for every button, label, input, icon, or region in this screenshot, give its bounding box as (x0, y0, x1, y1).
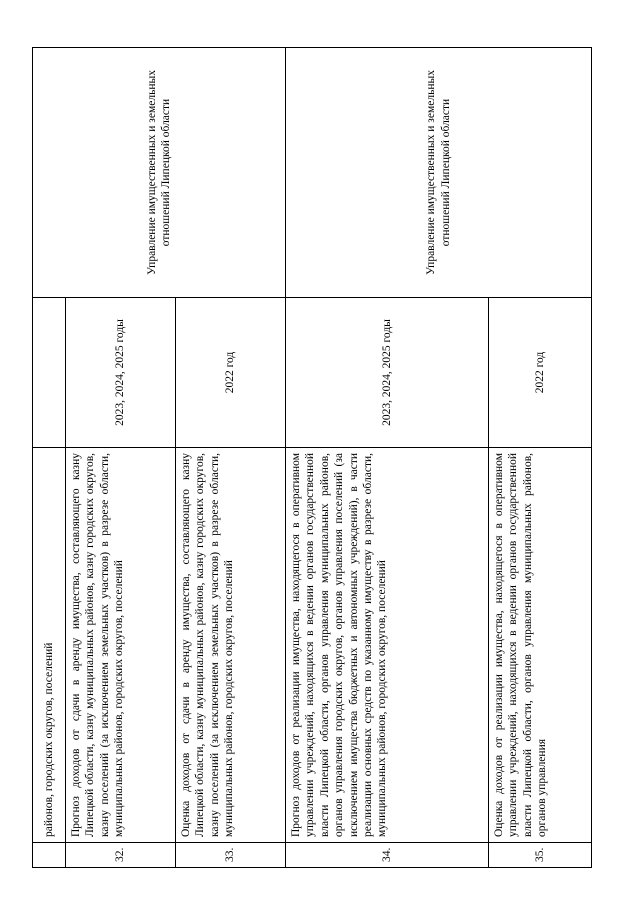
row-number-cell (33, 843, 66, 868)
data-table (32, 47, 592, 868)
row-number: 33. (176, 843, 286, 868)
rotated-table-wrapper (32, 48, 590, 868)
table-row (33, 48, 66, 868)
continuation-text: районов, городских округов, поселений (33, 448, 66, 843)
row-description: Оценка доходов от сдачи в аренду имущества, составляющего казну Липецкой области, казну муниципальных районов, казну городских округов, казну поселений (за исключением земельных участков) в разрезе области, муниципальных районов, городских округов, поселений (176, 448, 286, 843)
row-description: Прогноз доходов от реализации имущества, находящегося в оперативном управлении учреждений, находящихся в ведении органов государственной власти Липецкой области, органов управления муниципальных районов, органов управления городских округов, органов управления поселений (за исключением имущества бюджетных и автономных учреждений), в части реализации основных средств по указанному имуществу в разрезе области, муниципальных районов, городских округов, поселений (286, 448, 489, 843)
table-row (286, 48, 489, 868)
row-description (489, 448, 592, 843)
row-period: 2023, 2024, 2025 годы (286, 298, 489, 448)
row-period: 2023, 2024, 2025 годы (66, 298, 176, 448)
row-period: 2022 год (489, 298, 592, 448)
row-number: 34. (286, 843, 489, 868)
organization-cell: Управление имущественных и земельных отношений Липецкой области (33, 48, 286, 298)
row-number: 35. (489, 843, 592, 868)
row-description: Прогноз доходов от сдачи в аренду имущества, составляющего казну Липецкой области, казну муниципальных районов, казну городских округов, казну поселений (за исключением земельных участков) в разрезе области, муниципальных районов, городских округов, поселений (66, 448, 176, 843)
row-description-text: Оценка доходов от реализации имущества, находящегося в оперативном управлении учреждений, находящихся в ведении органов государственной власти Липецкой области, органов управления муниципальных районов, органов управления (493, 453, 549, 837)
organization-cell: Управление имущественных и земельных отношений Липецкой области (286, 48, 592, 298)
period-cell (33, 298, 66, 448)
row-number: 32. (66, 843, 176, 868)
row-period: 2022 год (176, 298, 286, 448)
